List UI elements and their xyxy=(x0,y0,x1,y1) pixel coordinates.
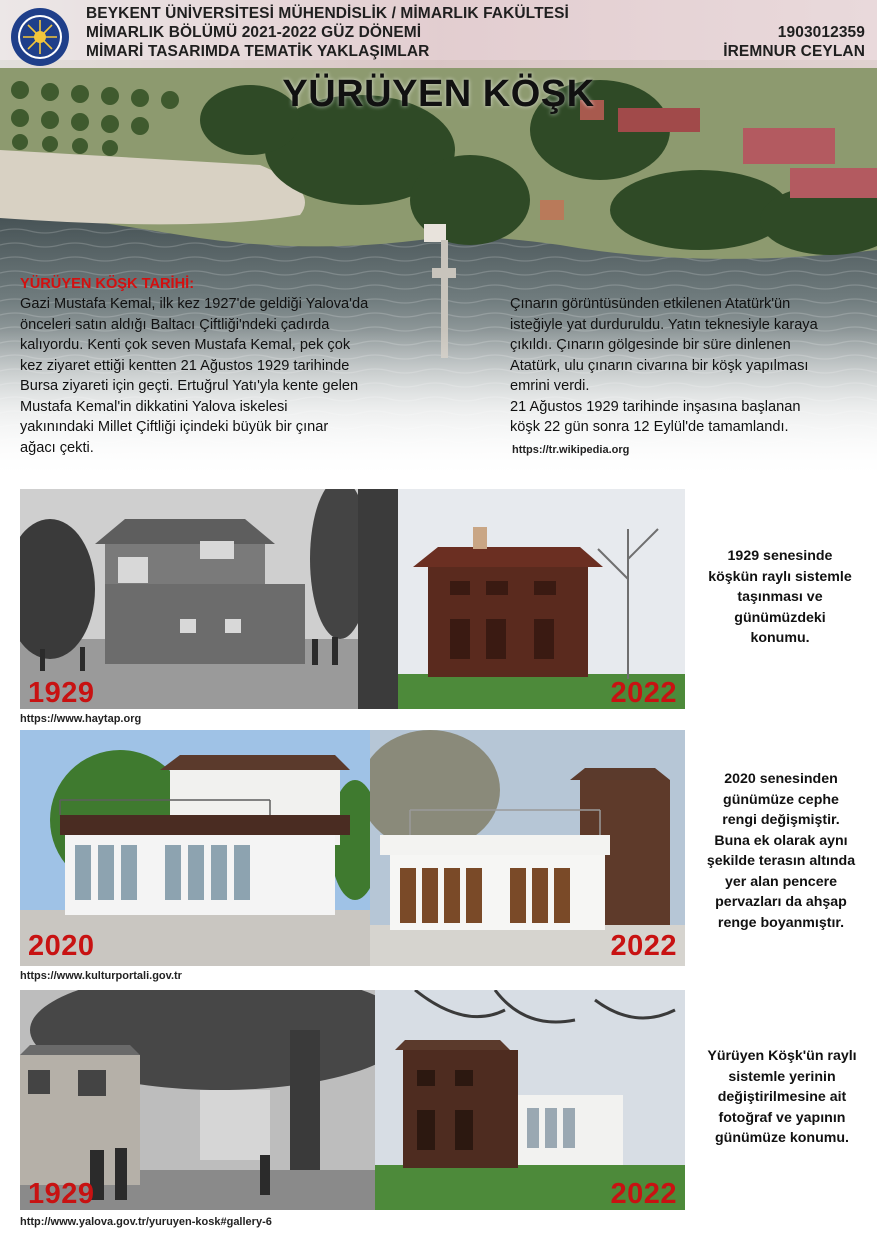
student-name: İREMNUR CEYLAN xyxy=(723,43,865,60)
history-right-line: Çınarın görüntüsünden etkilenen Atatürk'ün xyxy=(510,296,791,312)
row-1-source-link[interactable]: https://www.haytap.org xyxy=(20,713,142,725)
caption-line: pervazları da ahşap xyxy=(715,894,847,910)
history-left-line: Bursa ziyareti için geçti. Ertuğrul Yatı'yla kente gelen xyxy=(20,378,359,394)
caption-line: rengi değişmiştir. xyxy=(722,812,840,828)
caption-line: günümüze cephe xyxy=(723,791,839,808)
photo-1929-relocation xyxy=(20,990,375,1210)
history-left-line: kalıyordu. Kenti çok seven Mustafa Kemal, pek çok xyxy=(20,337,351,353)
student-id: 1903012359 xyxy=(777,24,865,41)
row-3-caption xyxy=(693,1046,871,1149)
history-heading: YÜRÜYEN KÖŞK TARİHİ: xyxy=(20,276,195,292)
year-label: 2020 xyxy=(28,930,95,962)
university-logo xyxy=(10,7,70,67)
caption-line: günümüzdeki xyxy=(734,609,826,626)
row-2-source-link[interactable]: https://www.kulturportali.gov.tr xyxy=(20,970,182,982)
photo-2022-current-location xyxy=(358,489,685,709)
year-label: 2022 xyxy=(610,1178,677,1210)
history-source-link[interactable]: https://tr.wikipedia.org xyxy=(512,444,630,456)
page-title: YÜRÜYEN KÖŞK xyxy=(282,73,595,115)
row-1-caption xyxy=(695,546,865,649)
history-left-text xyxy=(20,294,440,458)
caption-line: renge boyanmıştır. xyxy=(717,914,845,931)
caption-line: 1929 senesinde xyxy=(727,548,833,564)
row-2-caption xyxy=(692,769,870,933)
history-left-line: önceleri satın aldığı Baltacı Çiftliği'ndeki çadırda xyxy=(20,316,330,333)
history-left-line: ağacı çekti. xyxy=(20,439,94,456)
history-right-line: isteğiyle yat durduruldu. Yatın teknesiyle karaya xyxy=(510,316,818,333)
caption-line: sistemle yerinin xyxy=(728,1068,836,1085)
caption-line: yer alan pencere xyxy=(725,873,837,890)
year-label: 2022 xyxy=(610,930,677,962)
row-3-source-link[interactable]: http://www.yalova.gov.tr/yuruyen-kosk#gallery-6 xyxy=(20,1216,272,1228)
caption-line: Yürüyen Köşk'ün raylı xyxy=(707,1048,857,1064)
caption-line: konumu. xyxy=(750,630,810,646)
history-right-line: Atatürk, ulu çınarın civarına bir köşk yapılması xyxy=(510,357,809,374)
photo-2020-facade xyxy=(20,730,370,966)
photo-2022-location xyxy=(375,990,685,1210)
photo-2022-facade xyxy=(370,730,685,966)
history-right-text xyxy=(510,294,870,438)
year-label: 1929 xyxy=(28,1178,95,1210)
history-left-line: kez ziyaret ettiği kentten 21 Ağustos 1929 tarihinde xyxy=(20,357,350,374)
caption-line: köşkün raylı sistemle xyxy=(708,568,852,585)
caption-line: günümüze konumu. xyxy=(715,1130,849,1146)
caption-line: 2020 senesinden xyxy=(724,771,838,787)
history-right-line: 21 Ağustos 1929 tarihinde inşasına başlanan xyxy=(510,398,801,415)
history-left-line: Gazi Mustafa Kemal, ilk kez 1927'de geldiği Yalova'da xyxy=(20,296,369,312)
caption-line: şekilde terasın altında xyxy=(706,853,856,869)
history-left-line: Mustafa Kemal'in dikkatini Yalova iskelesi xyxy=(20,398,288,415)
caption-line: değiştirilmesine ait xyxy=(717,1089,847,1105)
history-right-line: köşk 22 gün sonra 12 Eylül'de tamamlandı. xyxy=(510,419,789,435)
history-right-line: emrini verdi. xyxy=(510,378,590,394)
history-right-line: çıkıldı. Çınarın gölgesinde bir süre dinlenen xyxy=(510,337,791,353)
aerial-hero xyxy=(0,0,877,480)
caption-line: fotoğraf ve yapının xyxy=(718,1109,846,1126)
header-line-1: BEYKENT ÜNİVERSİTESİ MÜHENDİSLİK / MİMARLIK FAKÜLTESİ xyxy=(86,5,569,22)
year-label: 2022 xyxy=(610,677,677,709)
year-label: 1929 xyxy=(28,677,95,709)
caption-line: taşınması ve xyxy=(737,589,823,605)
header-line-3: MİMARİ TASARIMDA TEMATİK YAKLAŞIMLAR xyxy=(86,43,430,60)
history-left-line: yakınındaki Millet Çiftliği içindeki büyük bir çınar xyxy=(20,419,329,435)
header-line-2: MİMARLIK BÖLÜMÜ 2021-2022 GÜZ DÖNEMİ xyxy=(86,24,422,41)
caption-line: Buna ek olarak aynı xyxy=(714,832,848,849)
photo-1929-rail-move xyxy=(20,489,358,709)
